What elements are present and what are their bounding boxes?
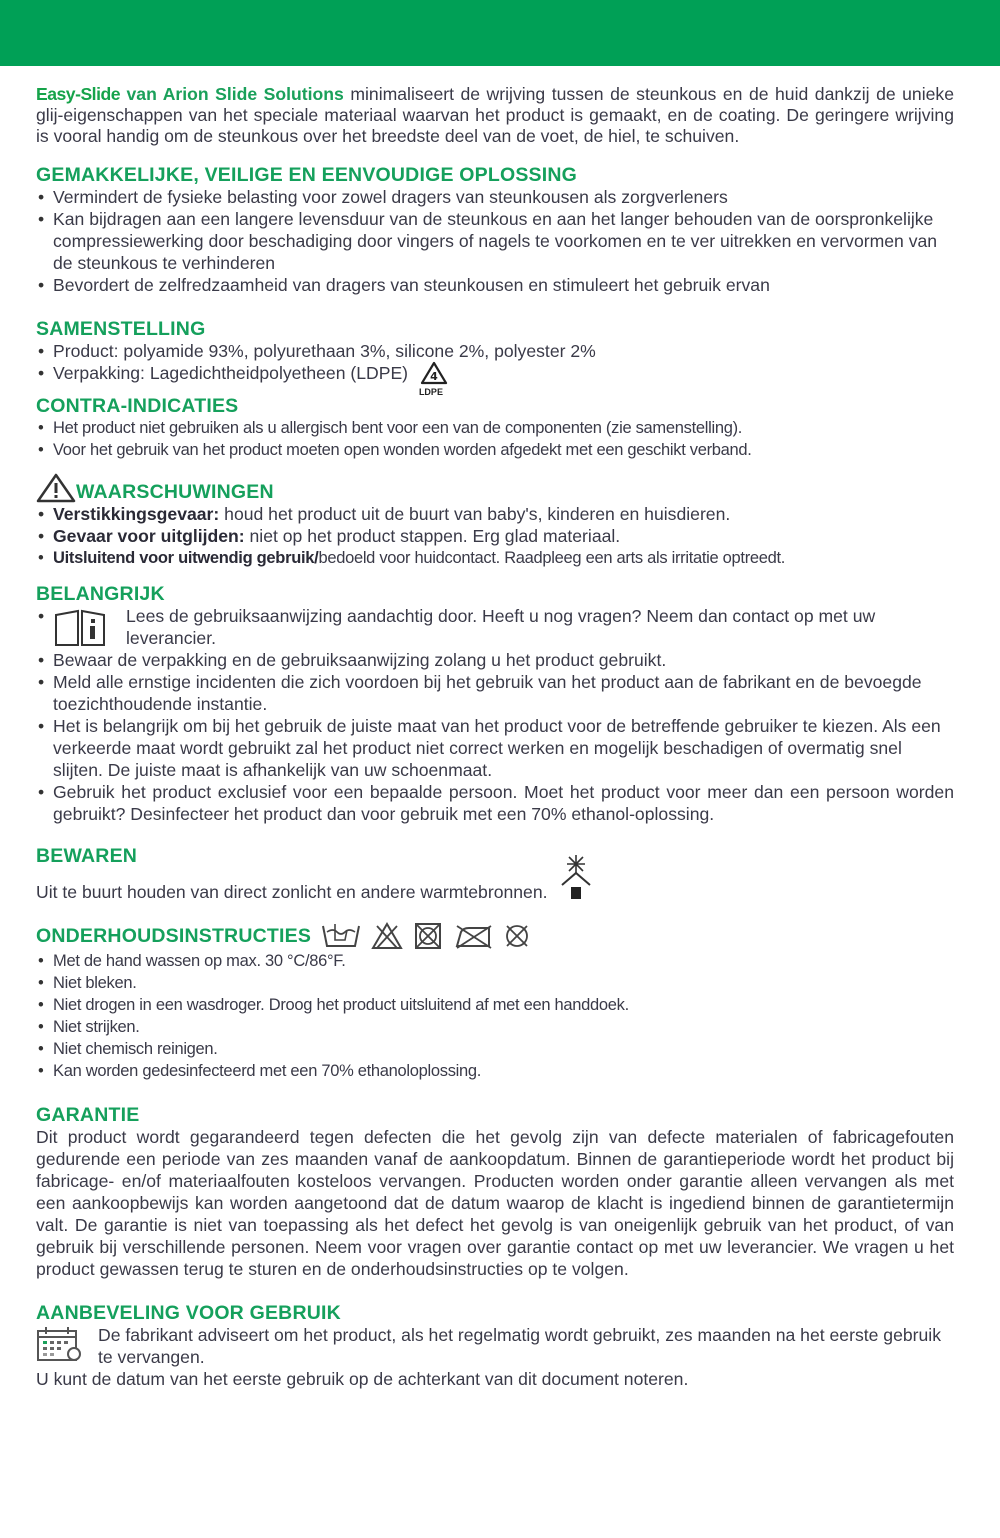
warning-icon — [36, 473, 76, 503]
list-item: • Niet drogen in een wasdroger. Droog het product uitsluitend af met een handdoek. — [36, 994, 954, 1016]
section-onderhoud — [36, 922, 954, 1082]
list-item: • Bewaar de verpakking en de gebruiksaanwijzing zolang u het product gebruikt. — [36, 649, 954, 671]
list-item — [36, 605, 954, 649]
header-bar — [0, 0, 1000, 66]
list-item: • Bevordert de zelfredzaamheid van dragers van steunkousen en stimuleert het gebruik ervan — [36, 274, 954, 296]
hand-wash-icon — [321, 922, 361, 948]
list-item — [36, 362, 954, 398]
do-not-dry-clean-icon — [503, 922, 531, 950]
list-item-text: Lees de gebruiksaanwijzing aandachtig door. Heeft u nog vragen? Neem dan contact op met uw leverancier. — [126, 606, 876, 649]
section-samenstelling — [36, 318, 954, 398]
list-item: • Het is belangrijk om bij het gebruik de juiste maat van het product voor de betreffende gebruiker te kiezen. Als een verkeerde maat wordt gebruikt zal het product niet correct werken en mogelijk beschadigen of overmatig snel slijten. De juiste maat is afhankelijk van uw schoenmaat. — [36, 715, 954, 781]
consult-instructions-icon — [54, 609, 106, 652]
section-title: GARANTIE — [36, 1104, 140, 1127]
list-item — [36, 525, 954, 547]
intro-paragraph — [36, 84, 954, 147]
section-garantie — [36, 1104, 954, 1280]
company-name: van Arion Slide Solutions — [126, 84, 344, 104]
list-item — [36, 503, 954, 525]
warning-text: bedoeld voor huidcontact. Raadpleeg een arts als irritatie optreedt. — [318, 549, 786, 568]
aanbeveling-note: U kunt de datum van het eerste gebruik op de achterkant van dit document noteren. — [36, 1369, 689, 1390]
section-title: GEMAKKELIJKE, VEILIGE EN EENVOUDIGE OPLOSSING — [36, 164, 578, 186]
aanbeveling-text: De fabrikant adviseert om het product, als het regelmatig wordt gebruikt, zes maanden na het eerste gebruik te vervangen. — [98, 1325, 942, 1368]
section-bewaren — [36, 845, 954, 920]
list-item: • Gebruik het product exclusief voor een bepaalde persoon. Moet het product voor meer dan een persoon worden gebruikt? Desinfecteer het product dan voor gebruik met een 70% ethanol-oplossing. — [36, 781, 954, 825]
warning-text: niet op het product stappen. Erg glad materiaal. — [244, 526, 621, 547]
section-title: AANBEVELING VOOR GEBRUIK — [36, 1302, 341, 1325]
section-title: BELANGRIJK — [36, 583, 165, 606]
warning-label: Gevaar voor uitglijden: — [53, 526, 245, 547]
warning-label: Uitsluitend voor uitwendig gebruik/ — [53, 549, 319, 568]
brand-name: Easy-Slide — [36, 84, 120, 104]
list-item: • Kan bijdragen aan een langere levensduur van de steunkous en aan het langer behouden van de oorspronkelijke compressiewerking door beschadiging door vingers of nagels te voorkomen en te ver uitrekken en vervormen van de steunkous te verhinderen — [36, 208, 954, 274]
list-item: • Product: polyamide 93%, polyurethaan 3%, silicone 2%, polyester 2% — [36, 340, 954, 362]
section-title: ONDERHOUDSINSTRUCTIES — [36, 925, 312, 948]
list-item: • Kan worden gedesinfecteerd met een 70% ethanoloplossing. — [36, 1060, 954, 1082]
section-belangrijk — [36, 583, 954, 825]
do-not-bleach-icon — [371, 922, 403, 950]
list-item: • Vermindert de fysieke belasting voor zowel dragers van steunkousen als zorgverleners — [36, 186, 954, 208]
bewaren-sentence: Uit te buurt houden van direct zonlicht en andere warmtebronnen. — [36, 882, 548, 903]
list-item: • Met de hand wassen op max. 30 °C/86°F. — [36, 950, 954, 972]
warning-text: houd het product uit de buurt van baby's, kinderen en huisdieren. — [219, 504, 731, 525]
bewaren-text — [36, 867, 954, 920]
recycle-ldpe-icon — [418, 363, 453, 398]
warning-label: Verstikkingsgevaar: — [53, 504, 220, 525]
list-item: • Niet strijken. — [36, 1016, 954, 1038]
list-item: • Het product niet gebruiken als u allergisch bent voor een van de componenten (zie samenstelling). — [36, 417, 954, 439]
list-item — [36, 547, 954, 569]
section-waarschuwingen — [36, 473, 954, 569]
garantie-text: Dit product wordt gegarandeerd tegen defecten die het gevolg zijn van defecte materialen of fabricagefouten gedurende een periode van zes maanden vanaf de aankoopdatum. Binnen de garantieperiode wordt het product bij fabricage- en/of materiaalfouten kosteloos vervangen. Producten worden onder garantie alleen vervangen als met een aankoopbewijs kan worden aangetoond dat de datum waarop de klacht is ingediend binnen de garantietermijn valt. De garantie is niet van toepassing als het defect het gevolg is van oneigenlijk gebruik van het product, of van gebruik bij verschillende personen. Neem voor vragen over garantie contact op met uw leverancier. We vragen u het product gewassen terug te sturen en de onderhoudsinstructies op te volgen. — [36, 1127, 954, 1280]
keep-away-from-sunlight-icon — [558, 853, 594, 906]
section-aanbeveling — [36, 1302, 954, 1390]
packaging-text: Verpakking: Lagedichtheidpolyetheen (LDPE) — [53, 363, 409, 383]
section-title: CONTRA-INDICATIES — [36, 395, 239, 418]
calendar-icon — [36, 1326, 82, 1367]
do-not-iron-icon — [453, 922, 493, 950]
section-contra-indicaties — [36, 395, 954, 461]
list-item: • Niet chemisch reinigen. — [36, 1038, 954, 1060]
recycle-label: LDPE — [418, 387, 443, 398]
document-body — [36, 84, 954, 1390]
care-symbols — [321, 922, 531, 950]
svg-text:4: 4 — [430, 370, 438, 384]
intro-text: minimaliseert de wrijving tussen de steunkous en de huid dankzij de unieke glij-eigenschappen van het speciale materiaal waarvan het product is gemaakt, en de coating. De geringere wrijving is vooral handig om de steunkous over het breedste deel van de voet, de hiel, te schuiven. — [36, 84, 954, 146]
section-oplossing — [36, 164, 954, 296]
section-title: SAMENSTELLING — [36, 318, 206, 340]
list-item: • Niet bleken. — [36, 972, 954, 994]
do-not-tumble-dry-icon — [413, 922, 443, 950]
section-title: BEWAREN — [36, 845, 138, 868]
list-item: • Meld alle ernstige incidenten die zich voordoen bij het gebruik van het product aan de fabrikant en de bevoegde toezichthoudende instantie. — [36, 671, 954, 715]
list-item: • Voor het gebruik van het product moeten open wonden worden afgedekt met een geschikt verband. — [36, 439, 954, 461]
section-title: WAARSCHUWINGEN — [76, 481, 274, 504]
